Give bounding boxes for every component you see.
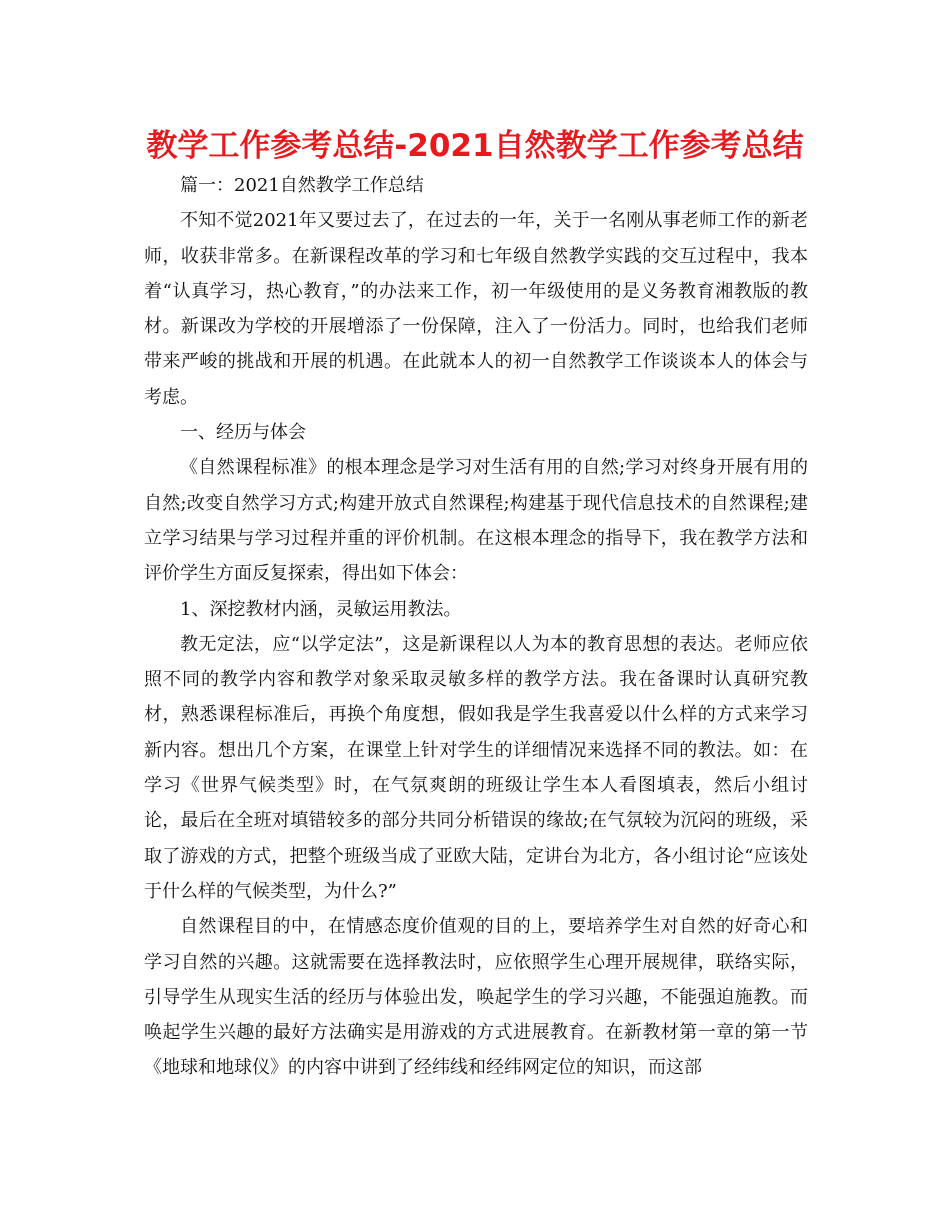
document-title: 教学工作参考总结-2021自然教学工作参考总结 [146,128,804,164]
paragraph-section-heading: 篇一：2021自然教学工作总结 [180,175,424,196]
paragraph: 自然课程目的中，在情感态度价值观的目的上，要培养学生对自然的好奇心和学习自然的兴趣。这就需要在选择教法时，应依照学生心理开展规律，联络实际，引导学生从现实生活的经历与体验出发，唤起学生的学习兴趣，不能强迫施教。而唤起学生兴趣的最好方法确实是用游戏的方式进展教育。在新教材第一章的第一节《地球和地球仪》的内容中讲到了经纬线和经纬网定位的知识，而这部 [144,916,808,1079]
paragraph: 不知不觉2021年又要过去了，在过去的一年，关于一名刚从事老师工作的新老师，收获非常多。在新课程改革的学习和七年级自然教学实践的交互过程中，我本着“认真学习，热心教育，”的办法来工作，初一年级使用的是义务教育湘教版的教材。新课改为学校的开展增添了一份保障，注入了一份活力。同时，也给我们老师带来严峻的挑战和开展的机遇。在此就本人的初一自然教学工作谈谈本人的体会与考虑。 [144,210,808,408]
paragraph-subheading: 1、深挖教材内涵，灵敏运用教法。 [180,598,462,620]
paragraph: 教无定法，应“以学定法”，这是新课程以人为本的教育思想的表达。老师应依照不同的教学内容和教学对象采取灵敏多样的教学方法。我在备课时认真研究教材，熟悉课程标准后，再换个角度想，假如我是学生我喜爱以什么样的方式来学习新内容。想出几个方案，在课堂上针对学生的详细情况来选择不同的教法。如：在学习《世界气候类型》时，在气氛爽朗的班级让学生本人看图填表，然后小组讨论，最后在全班对填错较多的部分共同分析错误的缘故;在气氛较为沉闷的班级，采取了游戏的方式，把整个班级当成了亚欧大陆，定讲台为北方，各小组讨论“应该处于什么样的气候类型，为什么?” [144,633,808,902]
paragraph-subheading: 一、经历与体会 [180,422,306,444]
paragraph: 《自然课程标准》的根本理念是学习对生活有用的自然;学习对终身开展有用的自然;改变自然学习方式;构建开放式自然课程;构建基于现代信息技术的自然课程;建立学习结果与学习过程并重的评价机制。在这根本理念的指导下，我在教学方法和评价学生方面反复探索，得出如下体会： [144,457,808,585]
document-body [144,168,808,1086]
